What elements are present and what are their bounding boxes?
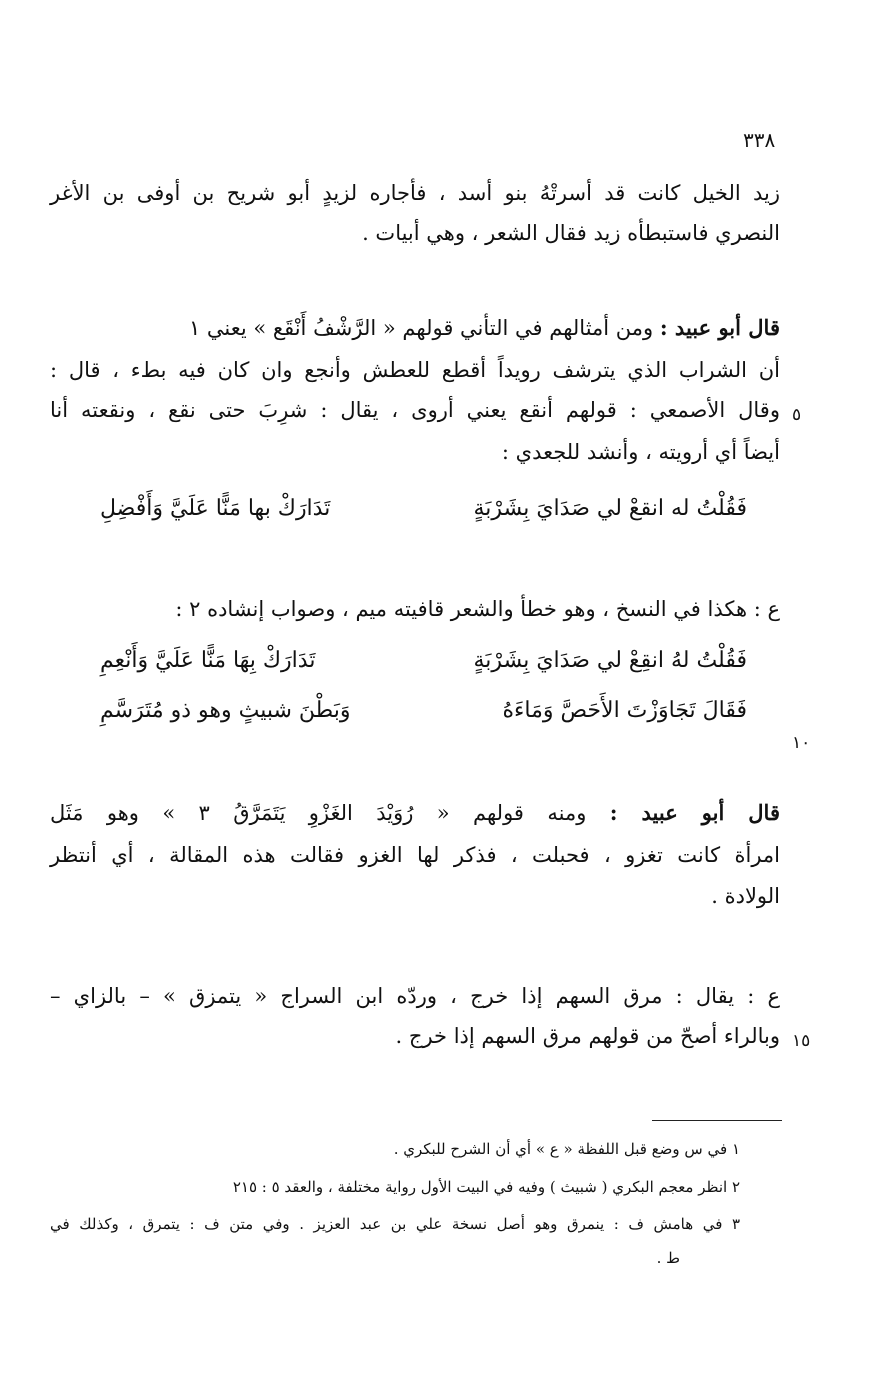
section-3-heading: قال أبو عبيد : [609, 800, 780, 825]
footnote-separator [652, 1120, 782, 1121]
footnote-2: ٢ انظر معجم البكري ( شبيث ) وفيه في البيت الأول رواية مختلفة ، والعقد ٥ : ٢١٥ [232, 1178, 740, 1196]
section-1-line-4: أيضاً أي أرويته ، وأنشد للجعدي : [501, 440, 780, 464]
footnote-1: ١ في س وضع قبل اللفظة « ع » أي أن الشرح للبكري . [393, 1140, 740, 1158]
verse-1-first-half: فَقُلْتُ لهُ انقِعْ لي صَدَايَ بِشَرْبَةٍ [473, 648, 747, 673]
section-3-line-2: امرأة كانت تغزو ، فحبلت ، فذكر لها الغزو فقالت هذه المقالة ، أي أنتظر [50, 843, 780, 867]
section-4-line-1: ع : يقال : مرق السهم إذا خرج ، وردّه ابن السراج « يتمزق » – بالزاي – [50, 984, 780, 1008]
verse-2-first-half: فَقَالَ تَجَاوَزْتَ الأَحَصَّ وَمَاءَهُ [502, 698, 747, 723]
footnote-3-line-2: ط . [656, 1249, 680, 1267]
section-4-line-2: وبالراء أصحّ من قولهم مرق السهم إذا خرج . [395, 1024, 780, 1048]
section-3-first-line [50, 800, 780, 825]
line-number-5: ٥ [792, 405, 802, 425]
top-line-1: زيد الخيل كانت قد أسرتْهُ بنو أسد ، فأجاره لزيدٍ أبو شريح بن أوفى بن الأغر [50, 181, 780, 205]
section-2-line-1: ع : هكذا في النسخ ، وهو خطأ والشعر قافيته ميم ، وصواب إنشاده ٢ : [175, 597, 780, 621]
line-number-10: ١٠ [792, 733, 811, 753]
verse-jadi-second-half: تَدَارَكْ بها مَنًّا عَلَيَّ وَأَفْضِلِ [100, 496, 331, 521]
page-number: ٣٣٨ [743, 128, 776, 152]
top-line-2: النصري فاستبطأه زيد فقال الشعر ، وهي أبيات . [362, 221, 780, 245]
section-1-heading: قال أبو عبيد : [659, 315, 780, 340]
section-1-first-line [50, 315, 780, 340]
line-number-15: ١٥ [792, 1031, 811, 1051]
verse-jadi-first-half: فَقُلْتُ له انقعْ لي صَدَايَ بِشَرْبَةٍ [473, 496, 747, 521]
section-1-line-1: ومن أمثالهم في التأني قولهم « الرَّشْفُ أَنْقَع » يعني ١ [188, 316, 654, 340]
verse-2-second-half: وَبَطْنَ شبيثٍ وهو ذو مُتَرَسَّمِ [100, 698, 351, 723]
section-3-line-3: الولادة . [711, 884, 780, 908]
section-1-line-2: أن الشراب الذي يترشف رويداً أقطع للعطش وأنجع وان كان فيه بطء ، قال : [50, 358, 780, 382]
footnote-3-line-1: ٣ في هامش ف : ينمرق وهو أصل نسخة علي بن عبد العزيز . وفي متن ف : يتمرق ، وكذلك في [50, 1215, 740, 1233]
section-1-line-3: وقال الأصمعي : قولهم أنقع يعني أروى ، يقال : شرِبَ حتى نقع ، ونقعته أنا [50, 398, 780, 422]
section-3-line-1: ومنه قولهم « رُوَيْدَ الغَزْوِ يَتَمَرَّقُ ٣ » وهو مَثَل [50, 801, 587, 825]
verse-1-second-half: تَدَارَكْ بِهَا مَنًّا عَلَيَّ وَأَنْعِمِ [100, 648, 316, 673]
